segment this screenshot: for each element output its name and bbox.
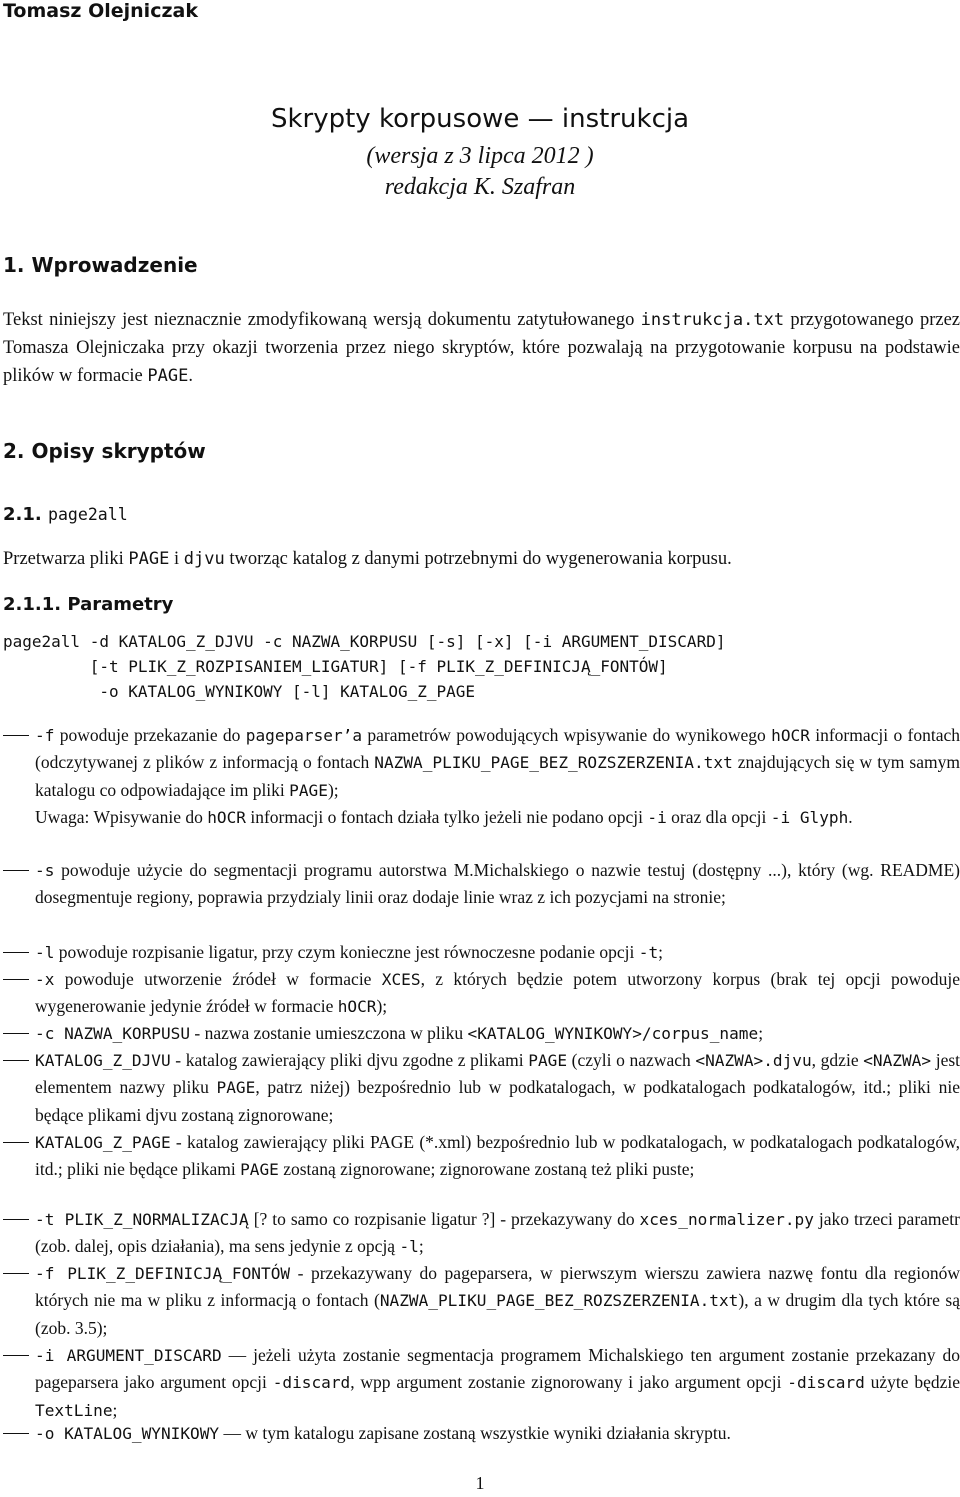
option-code: <NAZWA> [863,1051,932,1070]
option-l-ligatures [0,939,960,966]
usage-line-1: page2all -d KATALOG_Z_DJVU -c NAZWA_KORPUSU [-s] [-x] [-i ARGUMENT_DISCARD] [3,632,726,651]
option-i-discard [0,1342,960,1424]
option-x-xces [0,966,960,1021]
header-author: Tomasz Olejniczak [3,0,198,22]
option-text: - nazwa zostanie umieszczona w pliku [190,1023,468,1043]
section-2-heading: 2. Opisy skryptów [3,439,206,463]
option-code: PAGE [216,1078,256,1098]
option-code: PAGE [240,1160,279,1180]
document-version: (wersja z 3 lipca 2012 ) [366,143,594,169]
desc-code-djvu: djvu [183,549,225,569]
option-text: znajdujących się w tym samym katalogu co odpowiadające im pliki [35,752,960,800]
option-flag: KATALOG_Z_DJVU [35,1051,171,1070]
option-t-normalization [0,1206,960,1261]
note-code: hOCR [207,808,246,828]
dash-bullet [3,1273,29,1274]
option-flag: -c NAZWA_KORPUSU [35,1024,191,1043]
option-code: -discard [787,1373,865,1393]
intro-text-1: Tekst niniejszy jest nieznacznie zmodyfikowaną wersją dokumentu zatytułowanego [3,310,641,330]
document-title: Skrypty korpusowe — instrukcja [270,104,690,134]
option-djvu-dir [0,1047,960,1129]
option-text: ; [758,1023,764,1043]
note-text: oraz dla opcji [666,807,771,828]
script-description [3,545,960,573]
dash-bullet [3,952,29,953]
option-code: hOCR [337,997,377,1017]
parameters-heading: 2.1.1. Parametry [3,594,174,615]
option-flag: -f PLIK_Z_DEFINICJĄ_FONTÓW [35,1264,291,1283]
option-code: NAZWA_PLIKU_PAGE_BEZ_ROZSZERZENIA.txt [374,753,733,773]
option-text: - katalog zawierający pliki djvu zgodne z plikami [170,1050,529,1070]
option-text: parametrów powodujących wpisywanie do wynikowego [362,725,772,745]
dash-bullet [3,979,29,980]
option-text: , gdzie [811,1050,864,1070]
dash-bullet [3,1060,29,1061]
option-flag: -s [35,861,55,880]
option-f-font-definition [0,1260,960,1342]
option-text: ), a w drugim dla tych które są (zob. 3.5); [35,1290,960,1338]
intro-text-2: przygotowanego przez Tomasza Olejniczaka przy okazji tworzenia przez niego skryptów, które pozwalają na przygotowanie korpusu na podstawie plików w formacie [3,310,960,386]
dash-bullet [3,870,29,871]
option-text: powoduje rozpisanie ligatur, przy czym konieczne jest równoczesne podanie opcji [54,942,639,962]
option-text: , patrz niżej) bezpośrednio lub w podkatalogach, w podkatalogach podkatalogów, itd.; pliki nie będące plikami djvu zostaną zignorowane; [35,1077,960,1125]
option-f-fonts [0,722,960,832]
option-flag: -o KATALOG_WYNIKOWY [35,1424,220,1443]
option-code: pageparser’a [245,726,363,745]
section-2-1-heading [3,504,128,525]
option-code: xces_normalizer.py [639,1210,814,1229]
option-code: -discard [272,1373,351,1393]
intro-code-page: PAGE [147,366,189,386]
option-text: - katalog zawierający pliki PAGE (*.xml) bezpośrednio lub w podkatalogach, w podkatalogach podkatalogów, itd.; pliki nie będące plikami [35,1132,960,1180]
option-text: powoduje utworzenie źródeł w formacie [54,969,382,989]
option-s-segmentation [0,857,960,912]
option-flag: -f [35,726,55,745]
dash-bullet [3,1433,29,1434]
option-text: — jeżeli użyta zostanie segmentacja programem Michalskiego ten argument zostanie przekazany do pageparsera jako argument opcji [35,1345,960,1393]
intro-code-filename: instrukcja.txt [640,310,785,330]
option-text: — w tym katalogu zapisane zostaną wszystkie wyniki działania skryptu. [219,1423,731,1443]
option-text: informacji o fontach (odczytywanej z plików z informacją o fontach [35,725,960,773]
document-editor: redakcja K. Szafran [384,174,576,200]
option-text: ); [376,996,388,1017]
note-text: informacji o fontach działa tylko jeżeli nie podano opcji [245,807,648,828]
desc-code-page: PAGE [128,549,170,569]
option-code: PAGE [528,1051,568,1070]
option-text: powoduje użycie do segmentacji programu autorstwa M.Michalskiego o nazwie testuj (dostępny ...), który (wg. README) dosegmentuje regiony, poprawia przydzialy linii oraz dodaje linie wraz z ich pozycjami na stronie; [35,860,960,908]
option-code: <NAZWA>.djvu [695,1051,812,1070]
option-text: ; [658,942,664,962]
dash-bullet [3,1355,29,1356]
section-1-heading: 1. Wprowadzenie [3,253,198,277]
option-flag: -x [35,970,55,989]
dash-bullet [3,1219,29,1220]
section-2-1-script-name: page2all [48,505,128,524]
option-text: ; [418,1236,424,1257]
option-text: (czyli o nazwach [567,1050,696,1070]
option-flag: -l [35,943,55,962]
option-text: powoduje przekazanie do [54,725,246,745]
option-code: <KATALOG_WYNIKOWY>/corpus_name [467,1024,759,1043]
option-flag: KATALOG_Z_PAGE [35,1133,171,1152]
option-code: NAZWA_PLIKU_PAGE_BEZ_ROZSZERZENIA.txt [379,1291,739,1311]
option-code: PAGE [289,780,328,800]
option-text: jako trzeci parametr (zob. dalej, opis działania), ma sens jedynie z opcją [35,1209,960,1257]
note-code: -i [647,808,667,828]
option-code: -t [638,943,659,962]
dash-bullet [3,735,29,736]
note-text: Uwaga: Wpisywanie do [35,807,208,828]
note-code: -i Glyph [770,808,849,828]
option-text: ; [112,1399,118,1420]
usage-line-2: [-t PLIK_Z_ROZPISANIEM_LIGATUR] [-f PLIK_Z_DEFINICJĄ_FONTÓW] [3,657,668,676]
option-o-output-dir [0,1420,960,1447]
page-number: 1 [475,1473,485,1493]
desc-text-1: Przetwarza pliki [3,549,129,569]
option-flag: -i ARGUMENT_DISCARD [35,1346,222,1365]
usage-line-3: -o KATALOG_WYNIKOWY [-l] KATALOG_Z_PAGE [3,682,476,701]
note-text: . [848,807,853,828]
section-2-1-number: 2.1. [3,504,48,525]
option-text: - przekazywany do pageparsera, w pierwszym wierszu zawiera nazwę fontu dla regionów których nie ma w pliku z informacją o fontach ( [35,1263,960,1311]
option-text: , z których będzie potem utworzony korpus (brak tej opcji powoduje wygenerowanie jedynie źródeł w formacie [35,969,960,1017]
option-text: zostaną zignorowane; zignorowane zostaną też pliki puste; [278,1159,695,1180]
intro-text-end: . [188,366,193,386]
option-code: TextLine [35,1400,113,1420]
option-text: użyte będzie [864,1372,960,1393]
dash-bullet [3,1142,29,1143]
desc-text-3: tworząc katalog z danymi potrzebnymi do wygenerowania korpusu. [224,549,732,569]
option-code: -l [399,1237,419,1257]
intro-paragraph [3,306,960,390]
option-text: jest elementem nazwy pliku [35,1050,960,1098]
option-text: , wpp argument zostanie zignorowany i jako argument opcji [350,1372,788,1393]
dash-bullet [3,1033,29,1034]
option-c-corpus-name [0,1020,960,1047]
option-flag: -t PLIK_Z_NORMALIZACJĄ [35,1210,249,1229]
option-text: [? to samo co rozpisanie ligatur ?] - przekazywany do [248,1209,640,1229]
desc-text-2: i [169,549,184,569]
option-code: XCES [381,970,421,989]
option-text: ); [327,779,339,800]
option-page-dir [0,1129,960,1184]
option-code: hOCR [771,726,810,745]
